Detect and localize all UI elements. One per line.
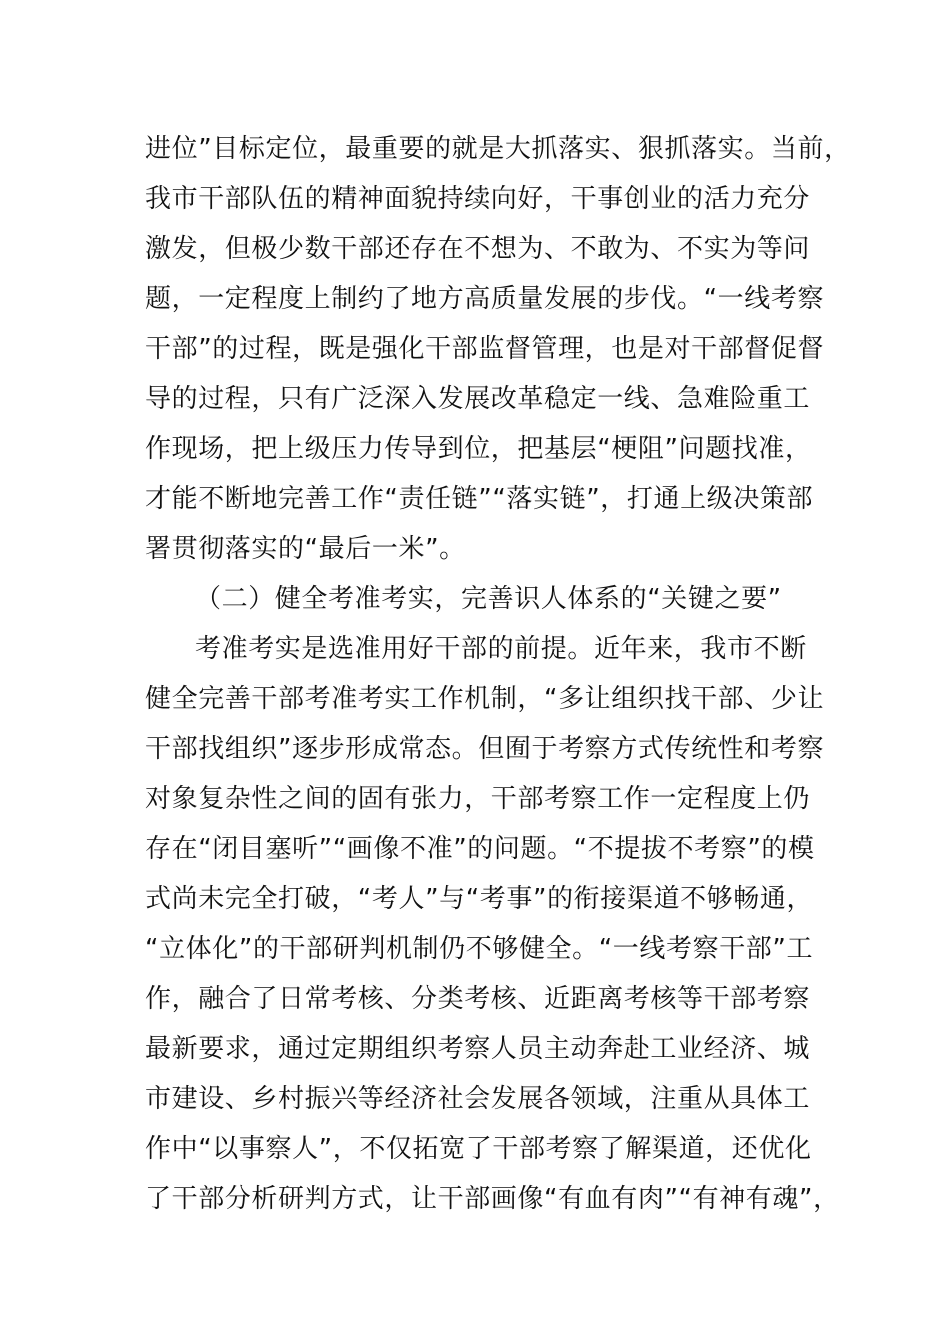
text-line: 作现场，把上级压力传导到位，把基层“梗阻”问题找准， xyxy=(145,434,812,464)
text-line: 式尚未完全打破，“考人”与“考事”的衔接渠道不够畅通， xyxy=(145,884,814,914)
text-line: 才能不断地完善工作“责任链”“落实链”，打通上级决策部 xyxy=(145,484,814,514)
text-line: 作中“以事察人”，不仅拓宽了干部考察了解渠道，还优化 xyxy=(145,1134,812,1164)
text-line: 激发，但极少数干部还存在不想为、不敢为、不实为等问 xyxy=(145,234,811,264)
section-heading: （二）健全考准考实，完善识人体系的“关键之要” xyxy=(195,584,782,614)
text-line: 对象复杂性之间的固有张力，干部考察工作一定程度上仍 xyxy=(145,784,811,814)
text-line: 干部找组织”逐步形成常态。但囿于考察方式传统性和考察 xyxy=(145,734,825,764)
text-line: 存在“闭目塞听”“画像不准”的问题。“不提拔不考察”的模 xyxy=(145,834,815,864)
text-line: 我市干部队伍的精神面貌持续向好，干事创业的活力充分 xyxy=(145,184,811,214)
text-line: 导的过程，只有广泛深入发展改革稳定一线、急难险重工 xyxy=(145,384,811,414)
text-line: 作，融合了日常考核、分类考核、近距离考核等干部考察 xyxy=(145,984,811,1014)
text-line: 进位”目标定位，最重要的就是大抓落实、狠抓落实。当前， xyxy=(145,134,851,164)
text-line: 署贯彻落实的“最后一米”。 xyxy=(145,534,466,564)
text-line: 健全完善干部考准考实工作机制，“多让组织找干部、少让 xyxy=(145,684,825,714)
text-line: “立体化”的干部研判机制仍不够健全。“一线考察干部”工 xyxy=(145,934,814,964)
text-line: 题，一定程度上制约了地方高质量发展的步伐。“一线考察 xyxy=(145,284,825,314)
text-line: 市建设、乡村振兴等经济社会发展各领域，注重从具体工 xyxy=(145,1084,811,1114)
text-line: 干部”的过程，既是强化干部监督管理，也是对干部督促督 xyxy=(145,334,825,364)
text-line: 了干部分析研判方式，让干部画像“有血有肉”“有神有魂”， xyxy=(145,1184,840,1214)
text-line: 最新要求，通过定期组织考察人员主动奔赴工业经济、城 xyxy=(145,1034,811,1064)
paragraph-first-line: 考准考实是选准用好干部的前提。近年来，我市不断 xyxy=(195,634,807,664)
